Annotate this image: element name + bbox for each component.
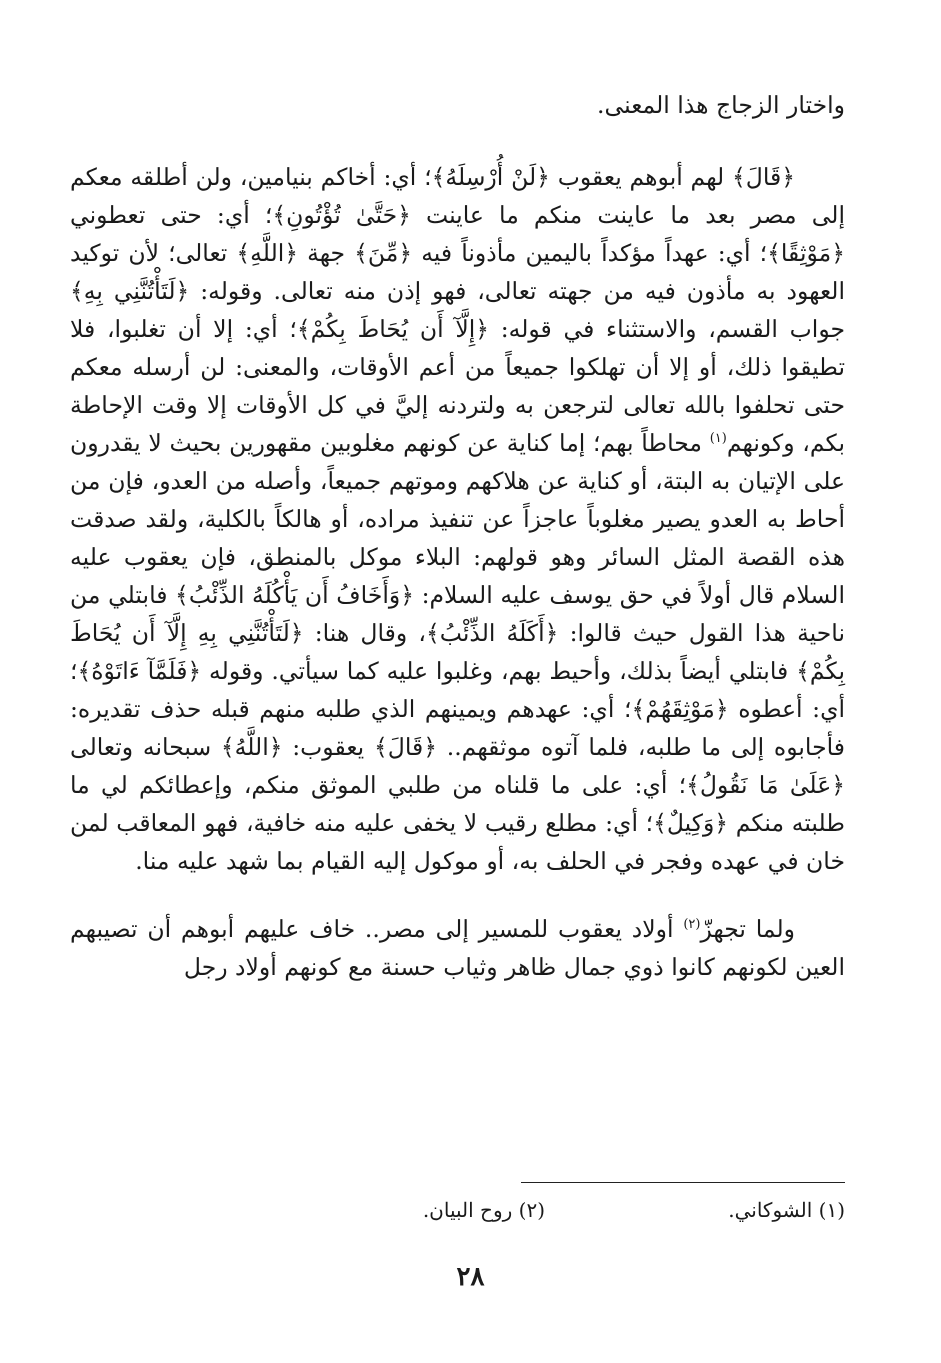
paragraph-3 [70,910,845,986]
footnote-2: (٢) روح البيان. [422,1198,545,1222]
paragraph-2-text-b: محاطاً بهم؛ إما كناية عن كونهم مغلوبين مقهورين بحيث لا يقدرون على الإتيان به البتة، أو كناية عن هلاكهم وموتهم جميعاً، وأصله من العدو، فإن من أحاط به العدو يصير مغلوباً عاجزاً عن تنفيذ مراده، أو هالكاً بالكلية، ولقد صدقت هذه القصة المثل السائر وهو قولهم: البلاء موكل بالمنطق، فإن يعقوب عليه السلام قال أولاً في حق يوسف عليه السلام: ﴿وَأَخَافُ أَن يَأْكُلَهُ الذِّئْبُ﴾ فابتلي من ناحية هذا القول حيث قالوا: ﴿أَكَلَهُ الذِّئْبُ﴾، وقال هنا: ﴿لَتَأْتُنَّنِي بِهِ إِلَّآ أَن يُحَاطَ بِكُمْ﴾ فابتلي أيضاً بذلك، وأحيط بهم، وغلبوا عليه كما سيأتي. وقوله ﴿فَلَمَّآ ءَاتَوْهُ﴾؛ أي: أعطوه ﴿مَوْثِقَهُمْ﴾؛ أي: عهدهم ويمينهم الذي طلبه منهم قبله حذف تقديره: فأجابوه إلى ما طلبه، فلما آتوه موثقهم.. ﴿قَالَ﴾ يعقوب: ﴿اللَّهُ﴾ سبحانه وتعالى ﴿عَلَىٰ مَا نَقُولُ﴾؛ أي: على ما قلناه من طلبي الموثق منكم، وإعطائكم لي ما طلبته منكم ﴿وَكِيلٌ﴾؛ أي: مطلع رقيب لا يخفى عليه منه خافية، فهو المعاقب لمن خان في عهده وفجر في الحلف به، أو موكول إليه القيام بما شهد عليه منا. [70,429,845,875]
footnote-marker-1: (١) [709,431,727,447]
page-number: ٢٨ [456,1262,485,1292]
paragraph-3-text-a: ولما تجهزّ [700,915,795,943]
paragraph-1: واختار الزجاج هذا المعنى. [597,91,845,119]
footnote-divider [521,1182,845,1183]
paragraph-2-text-a: ﴿قَالَ﴾ لهم أبوهم يعقوب ﴿لَنْ أُرْسِلَهُ﴾؛ أي: أخاكم بنيامين، ولن أطلقه معكم إلى مصر بعد ما عاينت منكم ما عاينت ﴿حَتَّىٰ تُؤْتُونِ﴾؛ أي: حتى تعطوني ﴿مَوْثِقًا﴾؛ أي: عهداً مؤكداً باليمين مأذوناً فيه ﴿مِّنَ﴾ جهة ﴿اللَّهِ﴾ تعالى؛ لأن توكيد العهود به مأذون فيه من جهته تعالى، فهو إذن منه تعالى. وقوله: ﴿لَتَأْتُنَّنِي بِهِ﴾ جواب القسم، والاستثناء في قوله: ﴿إِلَّآ أَن يُحَاطَ بِكُمْ﴾؛ أي: إلا أن تغلبوا، فلا تطيقوا ذلك، أو إلا أن تهلكوا جميعاً من أعم الأوقات، والمعنى: لن أرسله معكم حتى تحلفوا بالله تعالى لترجعن به ولتردنه إليَّ في كل الأوقات إلا وقت الإحاطة بكم، وكونهم [70,163,845,457]
footnotes [285,1196,845,1224]
footnote-1: (١) الشوكاني. [728,1198,845,1222]
paragraph-3-text-b: أولاد يعقوب للمسير إلى مصر.. خاف عليهم أبوهم أن تصيبهم العين لكونهم كانوا ذوي جمال ظاهر وثياب حسنة مع كونهم أولاد رجل [70,915,845,981]
paragraph-2 [70,158,845,880]
footnote-marker-2: (٢) [683,917,701,933]
